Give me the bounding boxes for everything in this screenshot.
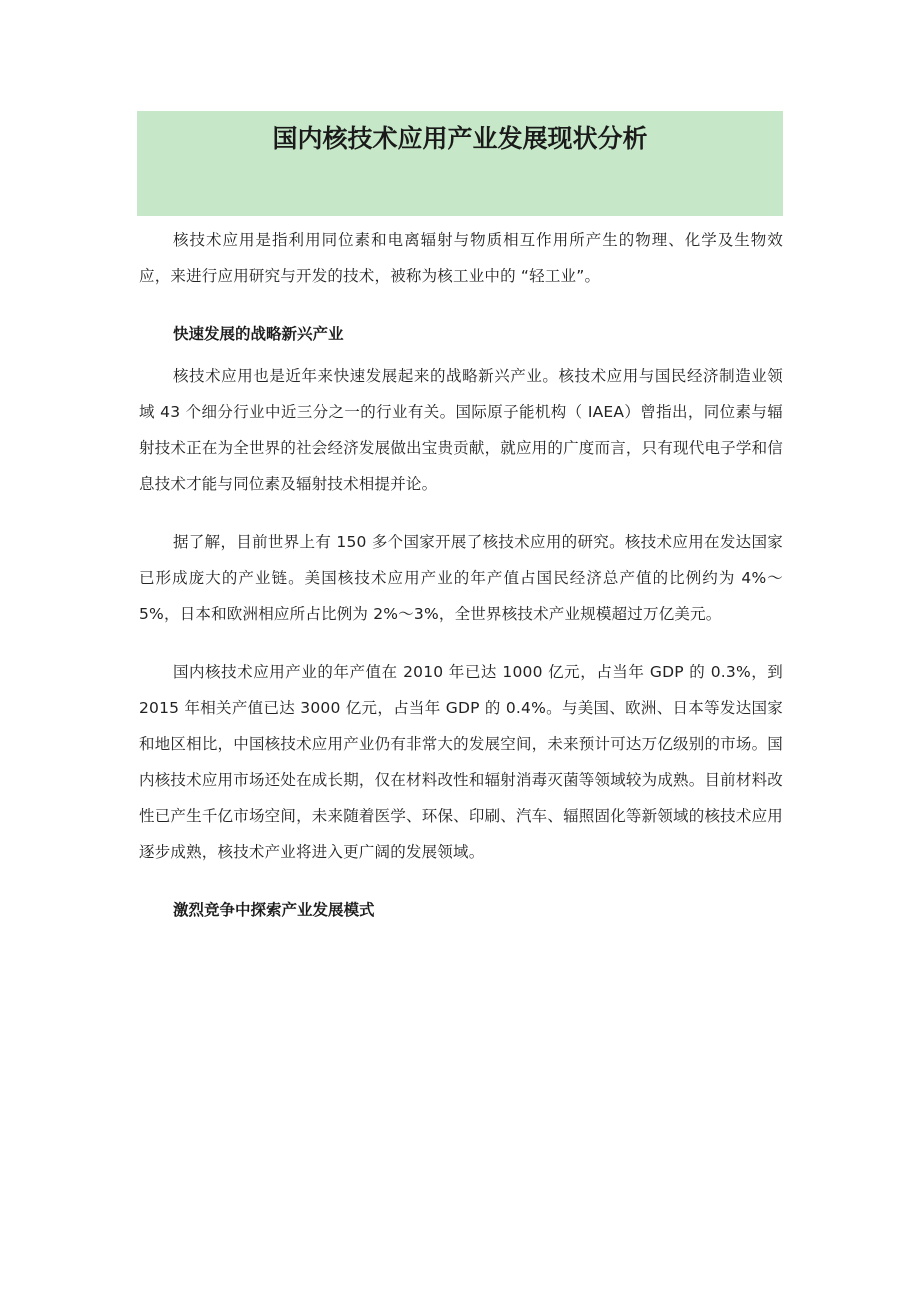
body-paragraph: 国内核技术应用产业的年产值在 2010 年已达 1000 亿元，占当年 GDP 的 0.3%，到 2015 年相关产值已达 3000 亿元，占当年 GDP 的 0.4%。与美国、欧洲、日本等发达国家和地区相比，中国核技术应用产业仍有非常大的发展空间，未来预计可达万亿级别的市场。国内核技术应用市场还处在成长期，仅在材料改性和辐射消毒灭菌等领域较为成熟。目前材料改性已产生千亿市场空间，未来随着医学、环保、印刷、汽车、辐照固化等新领域的核技术应用逐步成熟，核技术产业将进入更广阔的发展领域。	[139, 663, 783, 861]
body-paragraph: 核技术应用也是近年来快速发展起来的战略新兴产业。核技术应用与国民经济制造业领域 43 个细分行业中近三分之一的行业有关。国际原子能机构（ IAEA）曾指出，同位素与辐射技术正在为全世界的社会经济发展做出宝贵贡献，就应用的广度而言，只有现代电子学和信息技术才能与同位素及辐射技术相提并论。	[139, 367, 783, 493]
section-heading-1: 快速发展的战略新兴产业	[173, 325, 344, 343]
intro-paragraph: 核技术应用是指利用同位素和电离辐射与物质相互作用所产生的物理、化学及生物效应，来进行应用研究与开发的技术，被称为核工业中的 “轻工业”。	[139, 231, 783, 285]
body-paragraph: 据了解，目前世界上有 150 多个国家开展了核技术应用的研究。核技术应用在发达国家已形成庞大的产业链。美国核技术应用产业的年产值占国民经济总产值的比例约为 4%～5%，日本和欧洲相应所占比例为 2%～3%，全世界核技术产业规模超过万亿美元。	[139, 533, 783, 623]
document-title: 国内核技术应用产业发展现状分析	[272, 124, 648, 153]
title-banner	[137, 111, 783, 216]
section-heading-2: 激烈竞争中探索产业发展模式	[173, 901, 375, 919]
document-body	[139, 222, 783, 928]
